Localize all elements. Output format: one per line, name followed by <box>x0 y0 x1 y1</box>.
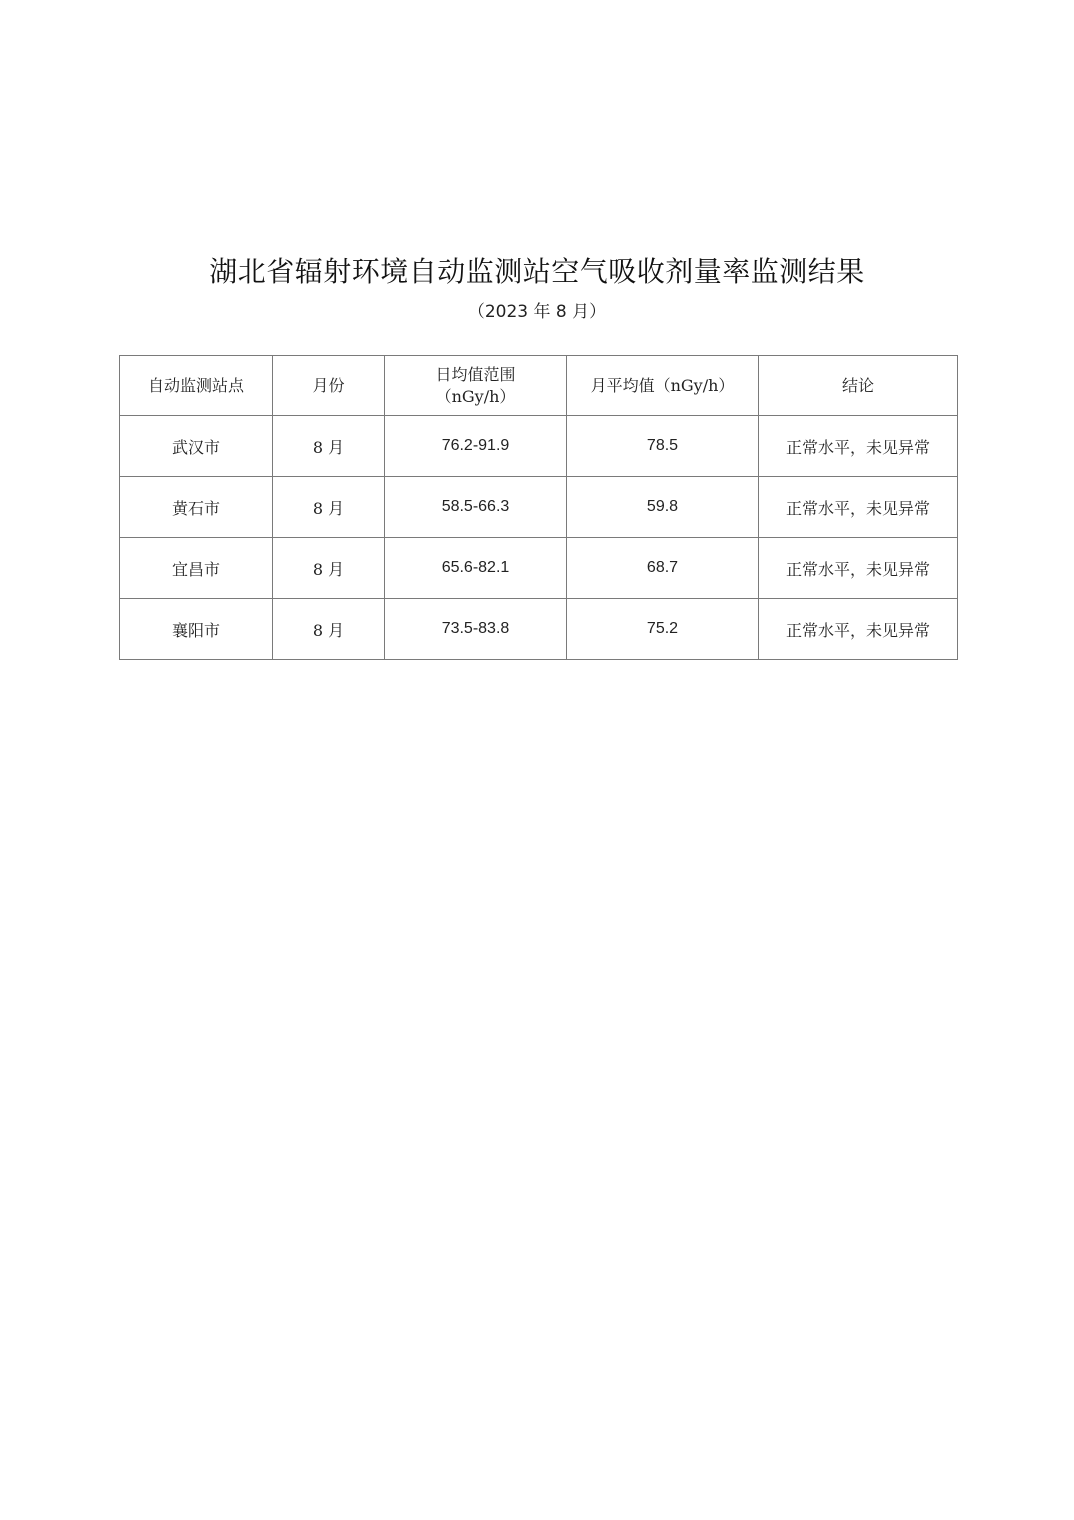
cell-daily-range: 58.5-66.3 <box>385 477 567 538</box>
cell-monthly-avg: 68.7 <box>567 538 759 599</box>
table-row <box>120 477 958 538</box>
table-row <box>120 416 958 477</box>
cell-daily-range: 73.5-83.8 <box>385 599 567 660</box>
cell-station: 宜昌市 <box>120 538 273 599</box>
cell-monthly-avg: 59.8 <box>567 477 759 538</box>
cell-daily-range: 65.6-82.1 <box>385 538 567 599</box>
cell-month: 8 月 <box>273 538 385 599</box>
table-row <box>120 538 958 599</box>
table-header-row <box>120 356 958 416</box>
cell-daily-range: 76.2-91.9 <box>385 416 567 477</box>
cell-month: 8 月 <box>273 416 385 477</box>
header-station: 自动监测站点 <box>120 356 273 416</box>
cell-station: 黄石市 <box>120 477 273 538</box>
cell-station: 襄阳市 <box>120 599 273 660</box>
page-title: 湖北省辐射环境自动监测站空气吸收剂量率监测结果 <box>209 255 865 288</box>
page-subtitle: （2023 年 8 月） <box>467 302 607 322</box>
cell-conclusion: 正常水平，未见异常 <box>759 599 958 660</box>
cell-conclusion: 正常水平，未见异常 <box>759 477 958 538</box>
results-table <box>119 355 958 660</box>
header-monthly-avg: 月平均值（nGy/h） <box>567 356 759 416</box>
cell-conclusion: 正常水平，未见异常 <box>759 416 958 477</box>
cell-monthly-avg: 78.5 <box>567 416 759 477</box>
table-row <box>120 599 958 660</box>
cell-monthly-avg: 75.2 <box>567 599 759 660</box>
cell-conclusion: 正常水平，未见异常 <box>759 538 958 599</box>
header-daily-range-label: 日均值范围 <box>435 364 516 384</box>
cell-station: 武汉市 <box>120 416 273 477</box>
cell-month: 8 月 <box>273 477 385 538</box>
header-month: 月份 <box>273 356 385 416</box>
header-daily-range-unit: （nGy/h） <box>435 386 516 406</box>
cell-month: 8 月 <box>273 599 385 660</box>
header-daily-range <box>385 356 567 416</box>
header-conclusion: 结论 <box>759 356 958 416</box>
